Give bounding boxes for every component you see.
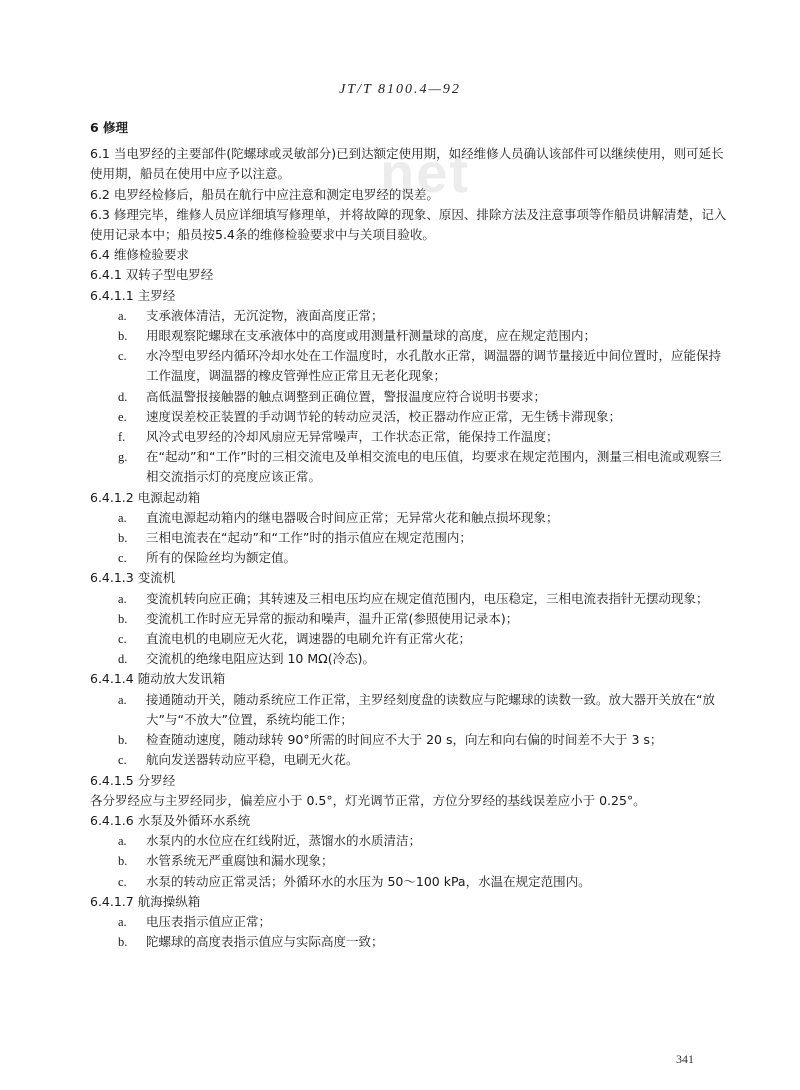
list-item: d. 交流机的绝缘电阻应达到 10 MΩ(冷态)。 (118, 651, 375, 667)
list-item: b. 变流机工作时应无异常的振动和噪声，温升正常(参照使用记录本)； (118, 610, 519, 626)
heading-6-4-1-5: 6.4.1.5 分罗经 (90, 772, 176, 788)
page-number: 341 (676, 1052, 694, 1066)
list-item: b. 用眼观察陀螺球在支承液体中的高度或用测量杆测量球的高度，应在规定范围内； (118, 328, 597, 344)
heading-6-4-1-2: 6.4.1.2 电源起动箱 (90, 489, 201, 505)
list-item: g. 在“起动”和“工作”时的三相交流电及单相交流电的电压值，均要求在规定范围内，测量三相电流或观察三相交流指示灯的亮度应该正常。 (118, 449, 722, 485)
list-item: b. 陀螺球的高度表指示值应与实际高度一致； (118, 934, 384, 950)
paragraph-6-1: 6.1 当电罗经的主要部件(陀螺球或灵敏部分)已到达额定使用期，如经维修人员确认该部件可以继续使用，则可延长使用期，船员在使用中应予以注意。 (90, 146, 724, 182)
list-item: b. 三相电流表在“起动”和“工作”时的指示值应在规定范围内； (118, 530, 472, 546)
list-item: a. 支承液体清洁，无沉淀物，液面高度正常； (118, 307, 384, 323)
list-item: f. 风冷式电罗经的冷却风扇应无异常噪声，工作状态正常，能保持工作温度； (118, 429, 559, 445)
list-item: b. 检查随动速度，随动球转 90°所需的时间应不大于 20 s，向左和向右偏的时间差不大于 3 s； (118, 732, 663, 748)
document-body (90, 118, 730, 952)
list-item: a. 直流电源起动箱内的继电器吸合时间应正常；无异常火花和触点损坏现象； (118, 509, 559, 525)
heading-6-4-1-4: 6.4.1.4 随动放大发讯箱 (90, 671, 226, 687)
list-item: e. 速度误差校正装置的手动调节轮的转动应灵活，校正器动作应正常，无生锈卡滞现象； (118, 408, 622, 424)
paragraph-6-3: 6.3 修理完毕，维修人员应详细填写修理单，并将故障的现象、原因、排除方法及注意事项等作船员讲解清楚，记入使用记录本中；船员按5.4条的维修检验要求中与关项目验收。 (90, 206, 727, 243)
list-item: d. 高低温警报接触器的触点调整到正确位置，警报温度应符合说明书要求； (118, 388, 547, 404)
list-item: c. 所有的保险丝均为额定值。 (118, 550, 297, 566)
list-item: c. 水泵的转动应正常灵活；外循环水的水压为 50～100 kPa，水温在规定范围内。 (118, 873, 591, 889)
list-item: c. 航向发送器转动应平稳，电刷无火花。 (118, 752, 359, 768)
heading-6-4-1-3: 6.4.1.3 变流机 (90, 570, 176, 586)
heading-6-4-1: 6.4.1 双转子型电罗经 (90, 267, 214, 283)
watermark-text: net (380, 141, 470, 204)
standard-code-header: JT/T 8100.4—92 (339, 82, 461, 97)
heading-6-4-1-1: 6.4.1.1 主罗经 (90, 287, 176, 303)
paragraph-6-4-1-5: 各分罗经应与主罗经同步，偏差应小于 0.5°，灯光调节正常，方位分罗经的基线误差应小于 0.25°。 (90, 792, 646, 808)
list-item: a. 变流机转向应正确；其转速及三相电压均应在规定值范围内，电压稳定，三相电流表指针无摆动现象； (118, 590, 709, 606)
list-item: c. 水冷型电罗经内循环冷却水处在工作温度时，水孔散水正常，调温器的调节量接近中间位置时，应能保持工作温度，调温器的橡皮管弹性应正常且无老化现象； (118, 348, 722, 384)
heading-6-4: 6.4 维修检验要求 (90, 247, 189, 263)
heading-6-4-1-7: 6.4.1.7 航海操纵箱 (90, 893, 201, 909)
paragraph-6-2: 6.2 电罗经检修后，船员在航行中应注意和测定电罗经的误差。 (90, 186, 439, 202)
heading-6-4-1-6: 6.4.1.6 水泵及外循环水系统 (90, 812, 251, 828)
list-item: a. 电压表指示值应正常； (118, 913, 272, 929)
list-item: a. 水泵内的水位应在红线附近，蒸馏水的水质清洁； (118, 833, 422, 849)
section-title: 6 修理 (90, 120, 129, 135)
list-item: a. 接通随动开关，随动系统应工作正常，主罗经刻度盘的读数应与陀螺球的读数一致。放大器开关放在“放大”与“不放大”位置，系统均能工作； (118, 691, 715, 727)
list-item: c. 直流电机的电刷应无火花，调速器的电刷允许有正常火花； (118, 631, 472, 647)
list-item: b. 水管系统无严重腐蚀和漏水现象； (118, 853, 334, 869)
